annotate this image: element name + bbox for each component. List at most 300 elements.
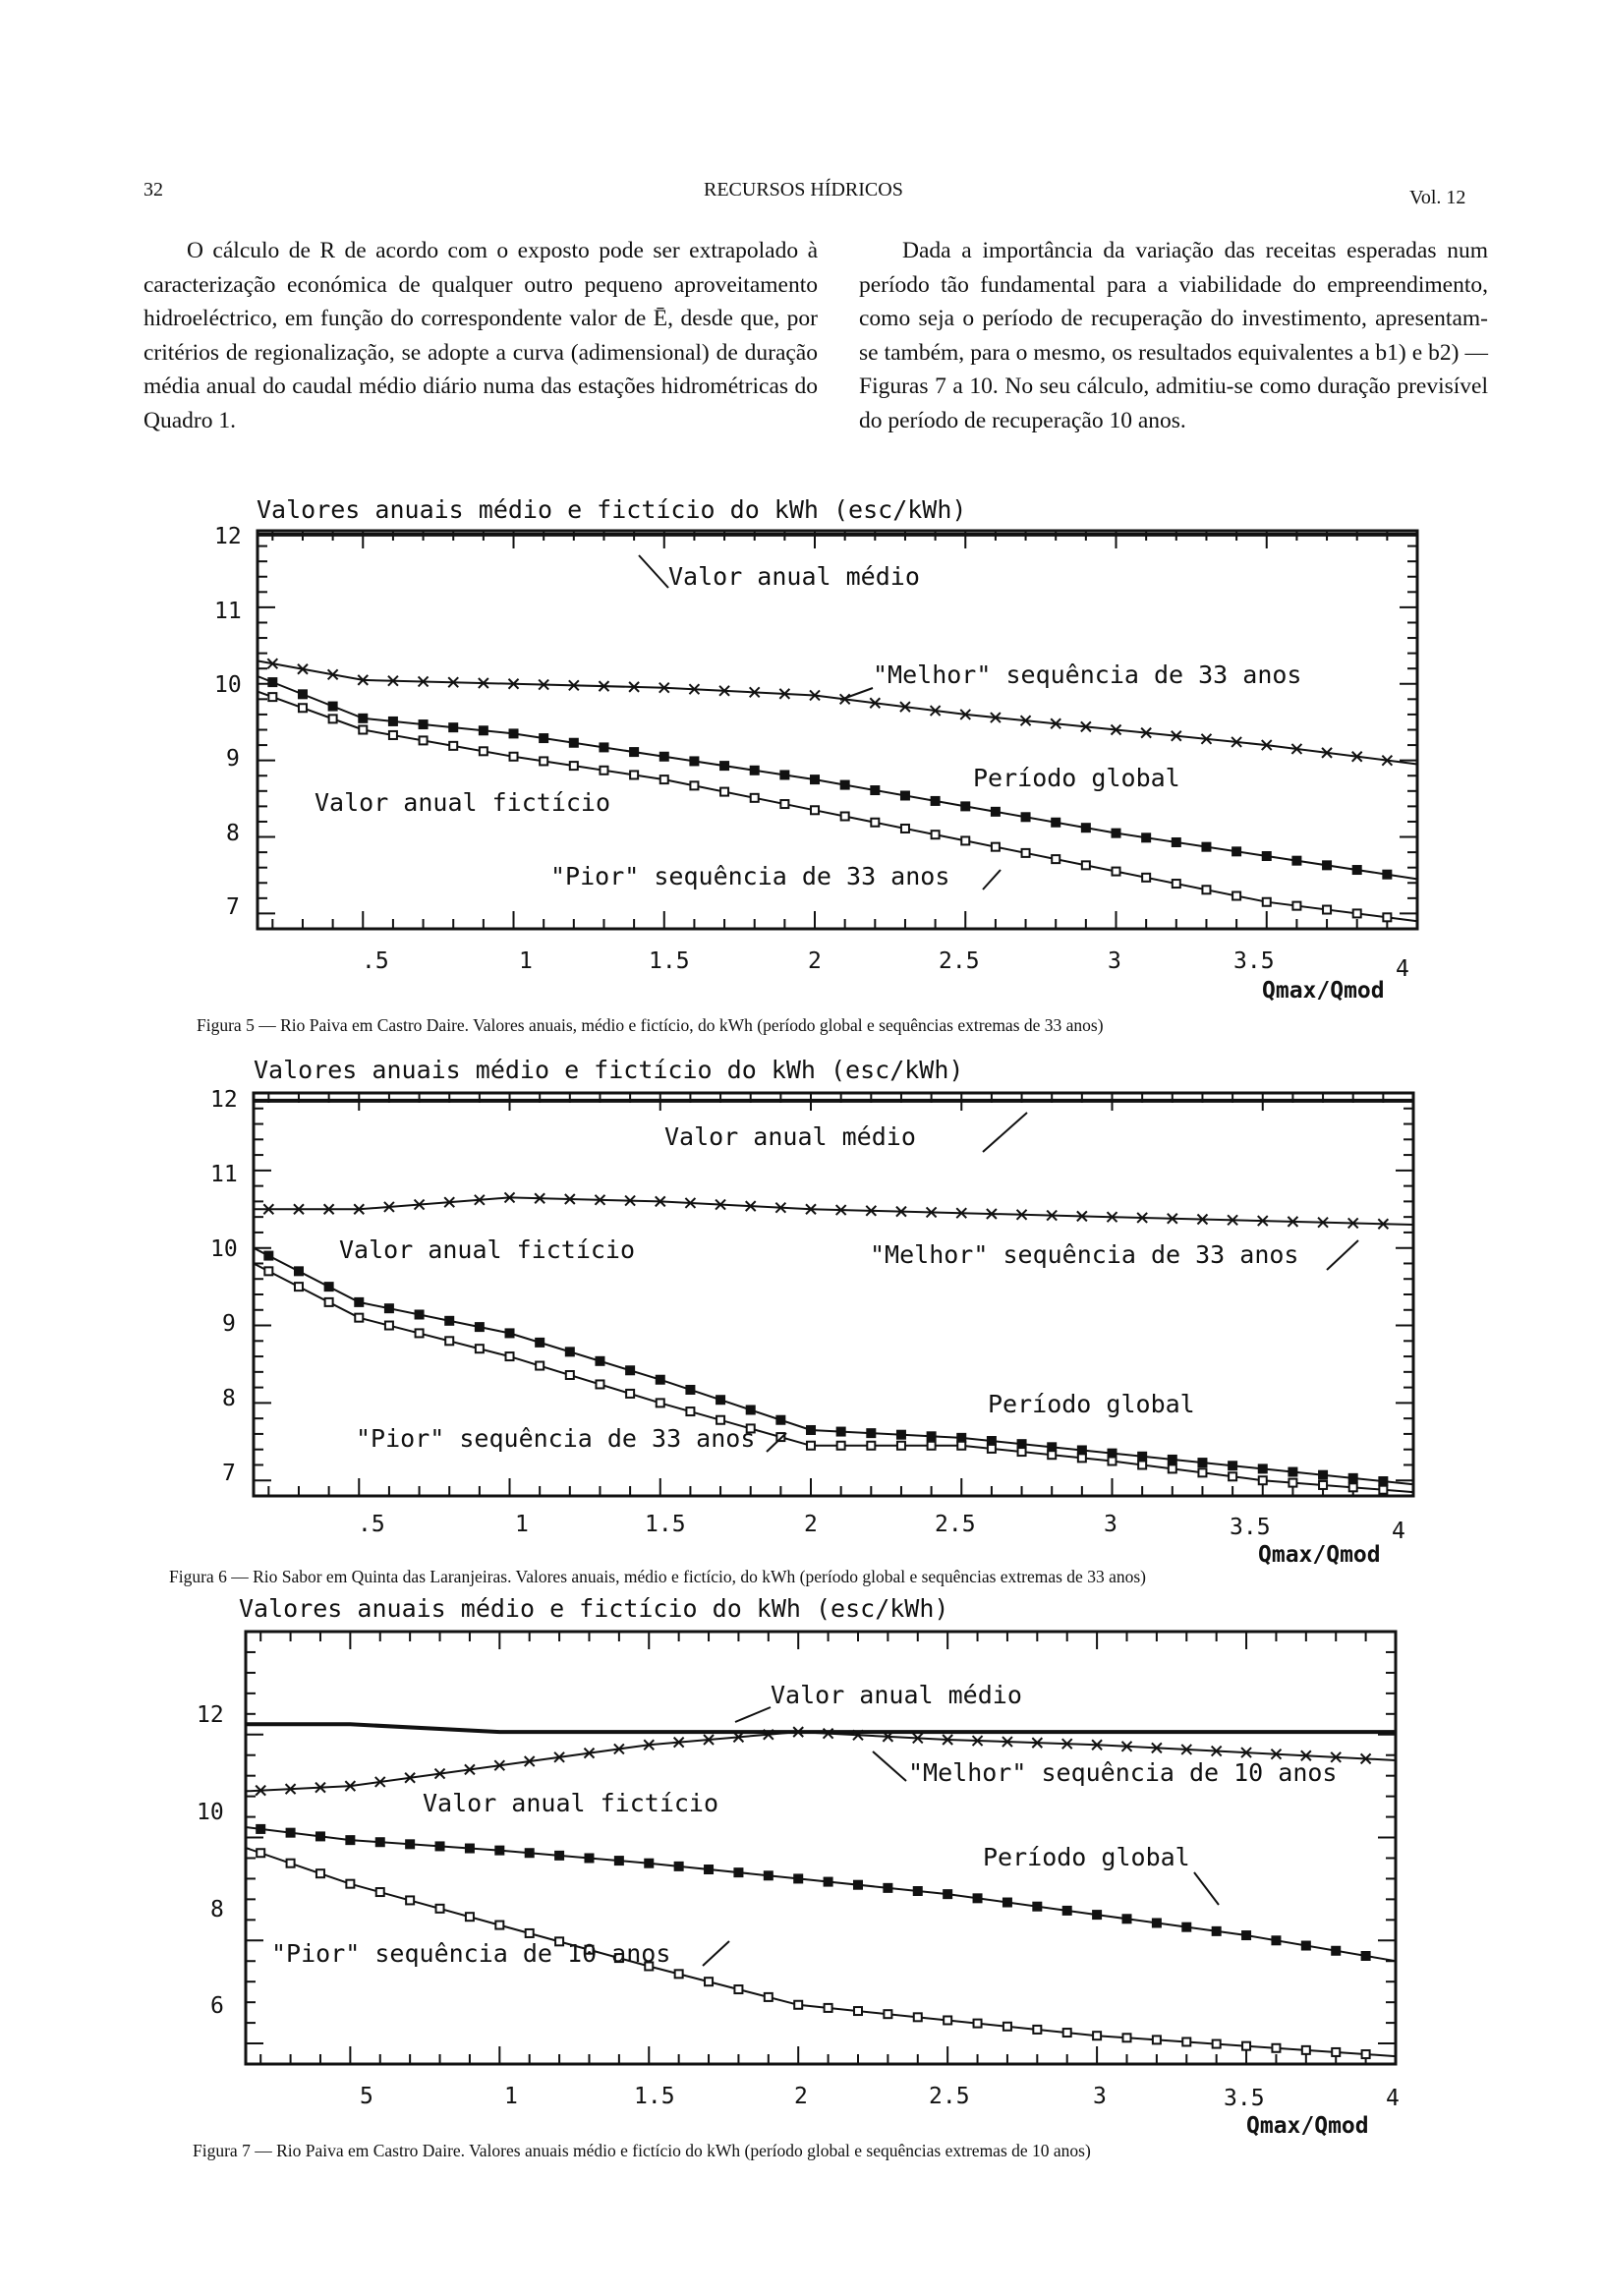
- data-point: [1202, 886, 1210, 893]
- data-point: [675, 1970, 683, 1978]
- data-point: [719, 761, 729, 771]
- data-point: [807, 1442, 815, 1450]
- data-point: [657, 1399, 664, 1406]
- data-point: [836, 1427, 846, 1437]
- data-point: [810, 775, 820, 784]
- label-best: "Melhor" sequência de 33 anos: [870, 1240, 1299, 1269]
- data-point: [287, 1860, 295, 1867]
- label-best: "Melhor" sequência de 10 anos: [908, 1758, 1338, 1787]
- data-point: [267, 677, 277, 687]
- data-point: [1121, 1914, 1131, 1923]
- x-tick-label: 3.5: [1224, 2086, 1265, 2111]
- data-point: [854, 2007, 862, 2015]
- data-point: [599, 742, 608, 752]
- paragraph-right: Dada a importância da variação das receitas esperadas num período tão fundamental para a viabilidade do empreendimento, como seja o período de recuperação do investimento, apresentam-se também, para o mesmo, os resultados equivalentes a b1) e b2) — Figuras 7 a 10. No seu cálculo, admitiu-se como duração previsível do período de recuperação 10 anos.: [859, 238, 1488, 433]
- label-average: Valor anual médio: [668, 562, 920, 591]
- data-point: [716, 1416, 724, 1424]
- x-tick-label: 4: [1396, 956, 1409, 982]
- figure-5-y-tick-labels: [214, 524, 242, 920]
- data-point: [509, 728, 519, 738]
- y-tick-label: 7: [226, 894, 240, 920]
- data-point: [415, 1310, 425, 1320]
- label-fictitious: Valor anual fictício: [339, 1235, 636, 1264]
- data-point: [913, 1886, 923, 1896]
- x-tick-label: 2.5: [929, 2084, 970, 2109]
- data-point: [384, 1303, 394, 1313]
- data-point: [1153, 2036, 1161, 2043]
- data-point: [901, 825, 909, 832]
- data-point: [1169, 1464, 1176, 1472]
- figure-6-caption: Figura 6 — Rio Sabor em Quinta das Laranjeiras. Valores anuais, médio e fictício, do kWh (período global e sequências extremas de 33 anos): [169, 1567, 1146, 1586]
- data-point: [1262, 851, 1272, 861]
- data-point: [565, 1347, 575, 1356]
- x-tick-label: 1: [515, 1512, 529, 1537]
- paragraph-left: O cálculo de R de acordo com o exposto pode ser extrapolado à caracterização económica de qualquer outro pequeno aproveitamento hidroeléctrico, em função do correspondente valor de Ē, desde que, por critérios de regionalização, se adopte a curva (adimensional) de duração média anual do caudal médio diário numa das estações hidrométricas do Quadro 1.: [143, 238, 818, 433]
- data-point: [1113, 868, 1120, 876]
- data-point: [505, 1328, 515, 1338]
- data-point: [1213, 2040, 1221, 2048]
- y-tick-label: 12: [214, 524, 242, 549]
- data-point: [928, 1442, 936, 1450]
- data-point: [388, 717, 398, 726]
- data-point: [765, 1993, 773, 2001]
- data-point: [406, 1896, 414, 1904]
- leader-line: [639, 555, 668, 588]
- y-tick-label: 8: [222, 1386, 236, 1411]
- y-tick-label: 8: [210, 1897, 224, 1923]
- data-point: [1033, 2026, 1041, 2034]
- data-point: [992, 843, 1000, 851]
- data-point: [445, 1337, 453, 1345]
- figure-5-chart: [0, 491, 1604, 1003]
- data-point: [1093, 2032, 1101, 2039]
- data-point: [914, 2013, 922, 2021]
- y-tick-label: 11: [210, 1162, 238, 1187]
- data-point: [943, 1889, 952, 1899]
- data-point: [1323, 906, 1331, 914]
- leader-line: [1194, 1872, 1219, 1905]
- data-point: [554, 1851, 564, 1861]
- x-tick-label: 4: [1392, 1519, 1405, 1544]
- data-point: [1063, 2029, 1071, 2037]
- data-point: [1021, 812, 1031, 822]
- data-point: [1201, 842, 1211, 852]
- data-point: [465, 1844, 475, 1854]
- data-point: [526, 1929, 534, 1937]
- page-number: 32: [143, 179, 163, 201]
- data-point: [1348, 1473, 1358, 1483]
- x-tick-label: 1: [519, 948, 533, 974]
- series-line-2: [254, 1197, 1413, 1225]
- data-point: [991, 807, 1001, 817]
- data-point: [733, 1867, 743, 1877]
- data-point: [495, 1922, 503, 1929]
- data-point: [764, 1870, 773, 1880]
- data-point: [1002, 1898, 1012, 1908]
- figure-6-chart: [0, 1054, 1604, 1565]
- figure-7-title: Valores anuais médio e fictício do kWh (esc/kWh): [239, 1594, 949, 1623]
- figure-7-caption: Figura 7 — Rio Paiva em Castro Daire. Valores anuais médio e fictício do kWh (período global e sequências extremas de 10 anos): [193, 2141, 1091, 2160]
- data-point: [1318, 1470, 1328, 1480]
- data-point: [263, 1251, 273, 1261]
- series-line-3: [258, 676, 1417, 879]
- label-best: "Melhor" sequência de 33 anos: [873, 660, 1302, 689]
- data-point: [1332, 2048, 1340, 2056]
- data-point: [779, 770, 789, 779]
- data-point: [660, 775, 668, 783]
- data-point: [494, 1846, 504, 1856]
- data-point: [1198, 1468, 1206, 1476]
- data-point: [927, 1431, 937, 1441]
- data-point: [1212, 1926, 1222, 1936]
- data-point: [1109, 1458, 1117, 1465]
- data-point: [1182, 2038, 1190, 2045]
- volume: Vol. 12: [1409, 187, 1466, 208]
- data-point: [837, 1442, 845, 1450]
- data-point: [1291, 856, 1301, 866]
- data-point: [1092, 1910, 1102, 1920]
- data-point: [1319, 1481, 1327, 1489]
- data-point: [600, 767, 607, 775]
- y-tick-label: 12: [197, 1702, 224, 1728]
- label-fictitious: Valor anual fictício: [315, 788, 611, 817]
- data-point: [629, 747, 639, 757]
- data-point: [294, 1266, 304, 1276]
- data-point: [1352, 865, 1362, 875]
- data-point: [1241, 1930, 1251, 1940]
- data-point: [1229, 1472, 1236, 1480]
- data-point: [355, 1314, 363, 1322]
- text-column-right: [859, 234, 1488, 438]
- data-point: [704, 1865, 714, 1874]
- data-point: [644, 1859, 654, 1868]
- data-point: [405, 1839, 415, 1849]
- x-tick-label: 1.5: [645, 1512, 686, 1537]
- leader-line: [840, 688, 873, 700]
- figure-5-caption: Figura 5 — Rio Paiva em Castro Daire. Valores anuais, médio e fictício, do kWh (período global e sequências extremas de 33 anos): [197, 1015, 1104, 1035]
- data-point: [536, 1362, 544, 1370]
- data-point: [570, 762, 578, 770]
- data-point: [841, 813, 849, 821]
- figure-6-x-axis-label: Qmax/Qmod: [1258, 1542, 1381, 1565]
- data-point: [751, 794, 759, 802]
- data-point: [595, 1356, 604, 1366]
- data-point: [705, 1978, 713, 1985]
- data-point: [569, 738, 579, 748]
- data-point: [1137, 1452, 1147, 1462]
- data-point: [256, 1824, 265, 1834]
- data-point: [630, 771, 638, 778]
- leader-line: [735, 1707, 771, 1722]
- x-tick-label: 1: [504, 2084, 518, 2109]
- y-tick-label: 9: [226, 746, 240, 772]
- data-point: [345, 1835, 355, 1845]
- data-point: [416, 1329, 424, 1337]
- data-point: [614, 1856, 624, 1866]
- x-tick-label: 3.5: [1230, 1515, 1271, 1540]
- data-point: [689, 756, 699, 766]
- x-tick-label: 3: [1108, 948, 1121, 974]
- y-tick-label: 7: [222, 1461, 236, 1486]
- data-point: [328, 702, 338, 712]
- figure-5-x-axis-label: Qmax/Qmod: [1262, 978, 1385, 1003]
- data-point: [1062, 1906, 1072, 1916]
- data-point: [475, 1322, 485, 1332]
- data-point: [1382, 870, 1392, 880]
- data-point: [1141, 832, 1151, 842]
- data-point: [988, 1445, 996, 1453]
- data-point: [1302, 2046, 1310, 2054]
- data-point: [974, 2020, 982, 2028]
- data-point: [376, 1888, 384, 1896]
- data-point: [1378, 1476, 1388, 1486]
- data-point: [1289, 1479, 1296, 1487]
- data-point: [883, 1883, 892, 1893]
- data-point: [264, 1267, 272, 1275]
- data-point: [375, 1837, 385, 1847]
- data-point: [1258, 1464, 1268, 1473]
- data-point: [1331, 1946, 1341, 1956]
- data-point: [1197, 1458, 1207, 1467]
- data-point: [1142, 874, 1150, 882]
- data-point: [1122, 2034, 1130, 2041]
- data-point: [690, 781, 698, 789]
- data-point: [793, 1873, 803, 1883]
- data-point: [268, 693, 276, 701]
- y-tick-label: 12: [210, 1087, 238, 1113]
- label-worst: "Pior" sequência de 33 anos: [550, 862, 950, 890]
- data-point: [871, 819, 879, 827]
- data-point: [973, 1893, 983, 1903]
- data-point: [1078, 1454, 1086, 1462]
- data-point: [596, 1380, 603, 1388]
- data-point: [316, 1869, 324, 1877]
- x-tick-label: 2.5: [935, 1512, 976, 1537]
- label-average: Valor anual médio: [664, 1122, 916, 1151]
- data-point: [961, 836, 969, 844]
- data-point: [932, 831, 940, 838]
- x-tick-label: 4: [1386, 2086, 1400, 2111]
- data-point: [1138, 1461, 1146, 1468]
- data-point: [385, 1322, 393, 1330]
- data-point: [1232, 846, 1241, 856]
- leader-line: [983, 1113, 1027, 1152]
- data-point: [286, 1828, 296, 1838]
- label-average: Valor anual médio: [771, 1681, 1022, 1709]
- label-worst: "Pior" sequência de 10 anos: [271, 1939, 671, 1968]
- x-tick-label: 2: [794, 2084, 808, 2109]
- data-point: [625, 1365, 635, 1375]
- data-point: [535, 1338, 544, 1348]
- data-point: [476, 1345, 484, 1352]
- data-point: [315, 1831, 325, 1841]
- y-tick-label: 10: [197, 1800, 224, 1825]
- data-point: [525, 1848, 535, 1858]
- data-point: [1232, 892, 1240, 900]
- data-point: [825, 2004, 832, 2012]
- data-point: [1032, 1902, 1042, 1912]
- data-point: [1362, 2050, 1370, 2058]
- data-point: [540, 757, 547, 765]
- data-point: [466, 1913, 474, 1921]
- figure-7-x-axis-label: Qmax/Qmod: [1246, 2113, 1369, 2139]
- data-point: [716, 1395, 725, 1405]
- data-point: [448, 722, 458, 732]
- data-point: [354, 1297, 364, 1307]
- data-point: [746, 1405, 756, 1414]
- data-point: [1003, 2023, 1011, 2031]
- figure-7-x-tick-labels: [360, 2084, 1400, 2111]
- data-point: [685, 1385, 695, 1395]
- data-point: [1271, 1935, 1281, 1945]
- x-tick-label: 2.5: [939, 948, 980, 974]
- data-point: [957, 1442, 965, 1450]
- text-column-left: [143, 234, 818, 438]
- data-point: [1383, 913, 1391, 921]
- series-line-1: [246, 1724, 1396, 1732]
- data-point: [1322, 860, 1332, 870]
- figure-6-y-tick-labels: [210, 1087, 238, 1486]
- data-point: [1288, 1467, 1297, 1477]
- x-tick-label: 1.5: [634, 2084, 675, 2109]
- y-tick-label: 10: [210, 1236, 238, 1262]
- y-tick-label: 9: [222, 1311, 236, 1337]
- x-tick-label: 3.5: [1233, 948, 1275, 974]
- journal-title: RECURSOS HÍDRICOS: [704, 179, 903, 201]
- data-point: [1168, 1455, 1177, 1464]
- data-point: [900, 790, 910, 800]
- y-tick-label: 8: [226, 821, 240, 846]
- data-point: [853, 1880, 863, 1890]
- data-point: [659, 752, 669, 762]
- data-point: [806, 1425, 816, 1435]
- label-fictitious: Valor anual fictício: [423, 1789, 719, 1817]
- figure-6-title: Valores anuais médio e fictício do kWh (esc/kWh): [254, 1056, 964, 1084]
- data-point: [674, 1862, 684, 1871]
- data-point: [656, 1375, 665, 1385]
- data-point: [870, 785, 880, 795]
- data-point: [897, 1442, 905, 1450]
- data-point: [931, 796, 941, 806]
- data-point: [1301, 1941, 1311, 1951]
- data-point: [444, 1316, 454, 1326]
- data-point: [866, 1428, 876, 1438]
- data-point: [435, 1841, 445, 1851]
- data-point: [1361, 1951, 1371, 1961]
- data-point: [1228, 1461, 1237, 1470]
- x-tick-label: 3: [1093, 2084, 1107, 2109]
- data-point: [506, 1352, 514, 1360]
- data-point: [944, 2016, 951, 2024]
- data-point: [1081, 823, 1091, 832]
- data-point: [794, 2001, 802, 2009]
- figure-7-chart: [0, 1590, 1604, 2141]
- y-tick-label: 10: [214, 672, 242, 698]
- y-tick-label: 6: [210, 1993, 224, 2019]
- data-point: [324, 1282, 334, 1292]
- figure-7-y-tick-labels: [197, 1702, 224, 2019]
- data-point: [1022, 849, 1030, 857]
- data-point: [299, 704, 307, 712]
- data-point: [1292, 902, 1300, 910]
- label-global: Período global: [983, 1843, 1190, 1871]
- data-point: [359, 726, 367, 734]
- data-point: [479, 725, 488, 735]
- data-point: [329, 715, 337, 722]
- x-tick-label: 2: [804, 1512, 818, 1537]
- x-tick-label: 5: [360, 2084, 373, 2109]
- x-tick-label: .5: [358, 1512, 385, 1537]
- label-worst: "Pior" sequência de 33 anos: [356, 1424, 756, 1453]
- label-global: Período global: [973, 764, 1180, 792]
- data-point: [811, 806, 819, 814]
- data-point: [389, 731, 397, 739]
- series-line-4: [254, 1264, 1413, 1493]
- data-point: [734, 1985, 742, 1993]
- data-point: [1048, 1451, 1056, 1459]
- data-point: [1379, 1486, 1387, 1494]
- data-point: [1263, 898, 1271, 906]
- data-point: [686, 1407, 694, 1415]
- data-point: [436, 1905, 444, 1913]
- data-point: [775, 1415, 785, 1425]
- data-point: [1052, 855, 1060, 863]
- figure-6-x-tick-labels: [358, 1512, 1405, 1544]
- data-point: [325, 1298, 333, 1306]
- figure-5-x-tick-labels: [362, 948, 1409, 982]
- data-point: [1112, 829, 1121, 838]
- data-point: [720, 788, 728, 796]
- data-point: [346, 1880, 354, 1888]
- data-point: [750, 766, 760, 775]
- data-point: [480, 747, 487, 755]
- data-point: [896, 1430, 906, 1440]
- data-point: [1272, 2044, 1280, 2052]
- data-point: [510, 753, 518, 761]
- leader-line: [1327, 1240, 1358, 1270]
- data-point: [449, 742, 457, 750]
- data-point: [584, 1853, 594, 1863]
- data-point: [358, 714, 368, 723]
- x-tick-label: 1.5: [649, 948, 690, 974]
- data-point: [960, 801, 970, 811]
- data-point: [419, 719, 429, 729]
- data-point: [1173, 880, 1180, 888]
- x-tick-label: 3: [1104, 1512, 1117, 1537]
- data-point: [1349, 1483, 1357, 1491]
- y-tick-label: 11: [214, 599, 242, 624]
- data-point: [1172, 837, 1181, 847]
- data-point: [840, 780, 850, 790]
- x-tick-label: 2: [808, 948, 822, 974]
- data-point: [1018, 1448, 1026, 1456]
- data-point: [1082, 861, 1090, 869]
- data-point: [867, 1442, 875, 1450]
- x-tick-label: .5: [362, 948, 389, 974]
- data-point: [626, 1390, 634, 1398]
- data-point: [1181, 1923, 1191, 1932]
- label-global: Período global: [988, 1390, 1195, 1418]
- data-point: [1152, 1918, 1162, 1927]
- data-point: [257, 1849, 264, 1857]
- data-point: [1353, 909, 1361, 917]
- data-point: [420, 736, 428, 744]
- data-point: [1259, 1476, 1267, 1484]
- data-point: [1242, 2042, 1250, 2050]
- leader-line: [703, 1941, 729, 1966]
- leader-line: [983, 870, 1001, 890]
- data-point: [566, 1371, 574, 1379]
